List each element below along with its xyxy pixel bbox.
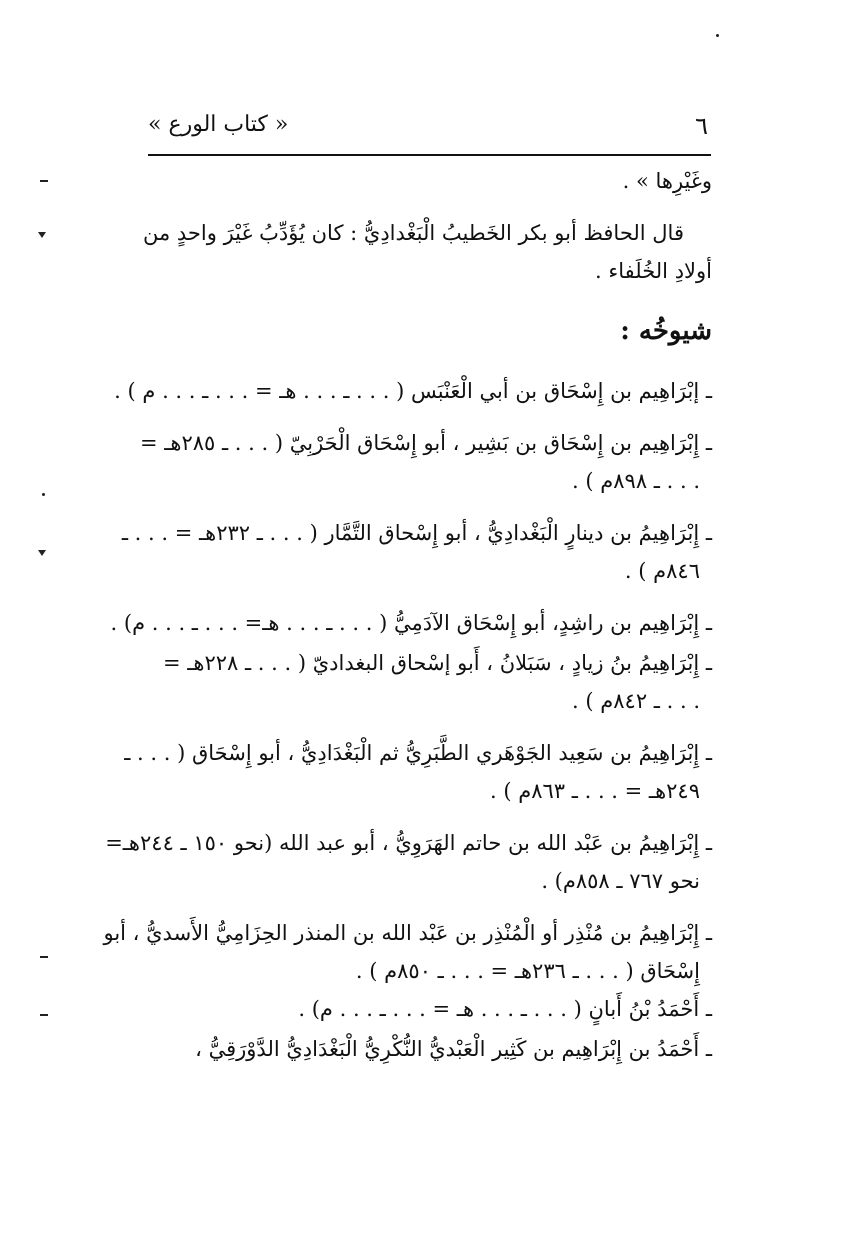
scan-margin-mark	[40, 1014, 48, 1016]
teacher-entry: ـ إِبْرَاهِيمُ بن عَبْد الله بن حاتم الهَرَوِيُّ ، أبو عبد الله (نحو ١٥٠ ـ ٢٤٤هـ=	[105, 831, 712, 855]
running-header	[148, 112, 710, 152]
intro-paragraph-line: قال الحافظ أبو بكر الخَطيبُ الْبَغْدادِيُّ : كان يُؤَدِّبُ غَيْرَ واحدٍ من	[143, 221, 684, 245]
intro-paragraph-line: أولادِ الخُلَفاء .	[595, 259, 712, 283]
scan-margin-mark	[42, 493, 45, 496]
teacher-entry-continuation: إِسْحَاق ( . . . ـ ٢٣٦هـ = . . . ـ ٨٥٠م ) .	[355, 959, 700, 983]
teacher-entry-continuation: نحو ٧٦٧ ـ ٨٥٨م) .	[541, 869, 700, 893]
teacher-entry: ـ إبْرَاهِيم بن إِسْحَاق بن أبي الْعَنْبَس ( . . . ـ . . . هـ = . . . ـ . . . م ) .	[114, 379, 712, 403]
teacher-entry: ـ إِبْرَاهِيمُ بن سَعِيد الجَوْهَري الطَّبَرِيُّ ثم الْبَغْدَادِيُّ ، أبو إِسْحَاق ( . . . ـ	[124, 741, 712, 765]
page-body	[103, 160, 712, 1068]
teacher-entry-continuation: . . . ـ ٨٤٢م ) .	[572, 689, 700, 713]
teacher-entry: ـ إِبْرَاهِيمُ بنُ زيادٍ ، سَبَلانُ ، أَبو إسْحاق البغداديّ ( . . . ـ ٢٢٨هـ =	[162, 651, 712, 675]
header-rule	[148, 154, 711, 156]
scan-margin-mark	[40, 180, 48, 182]
teacher-entry: ـ أَحْمَدُ بن إِبْرَاهِيم بن كَثِير الْعَبْديُّ النُّكْرِيُّ الْبَغْدَادِيُّ الدَّوْرَقِيُّ ،	[195, 1037, 712, 1061]
teacher-entry: ـ إِبْرَاهِيم بن إِسْحَاق بن بَشِير ، أبو إِسْحَاق الْحَرْبِيّ ( . . . ـ ٢٨٥هـ =	[139, 431, 712, 455]
teacher-entry-continuation: ٢٤٩هـ = . . . ـ ٨٦٣م ) .	[490, 779, 700, 803]
book-title: « كتاب الورع »	[148, 112, 289, 137]
page-number: ٦	[695, 112, 708, 140]
text-line: وغَيْرِها » .	[622, 169, 712, 193]
section-heading: شيوخُه :	[620, 316, 712, 346]
teacher-entry: ـ إِبْرَاهِيم بن راشِدٍ، أبو إِسْحَاق الآدَمِيُّ ( . . . ـ . . . هـ= . . . ـ . . . م) .	[110, 611, 712, 635]
scan-margin-mark	[38, 550, 46, 556]
teacher-entry: ـ أَحْمَدُ بْنُ أَبانٍ ( . . . ـ . . . هـ = . . . ـ . . . م) .	[298, 997, 712, 1021]
scan-margin-mark	[40, 956, 48, 958]
teacher-entry: ـ إِبْرَاهِيمُ بن دينارٍ الْبَغْدادِيُّ ، أبو إِسْحاق التَّمَّار ( . . . ـ ٢٣٢هـ = . . . ـ	[121, 521, 712, 545]
teacher-entry: ـ إِبْرَاهِيمُ بن مُنْذِر أو الْمُنْذِر بن عَبْد الله بن المنذر الحِزَامِيُّ الأَسديُّ ، أبو	[103, 921, 712, 945]
scan-speck	[716, 34, 719, 37]
scan-margin-mark	[38, 232, 46, 238]
teacher-entry-continuation: . . . ـ ٨٩٨م ) .	[572, 469, 700, 493]
teacher-entry-continuation: ٨٤٦م ) .	[624, 559, 700, 583]
